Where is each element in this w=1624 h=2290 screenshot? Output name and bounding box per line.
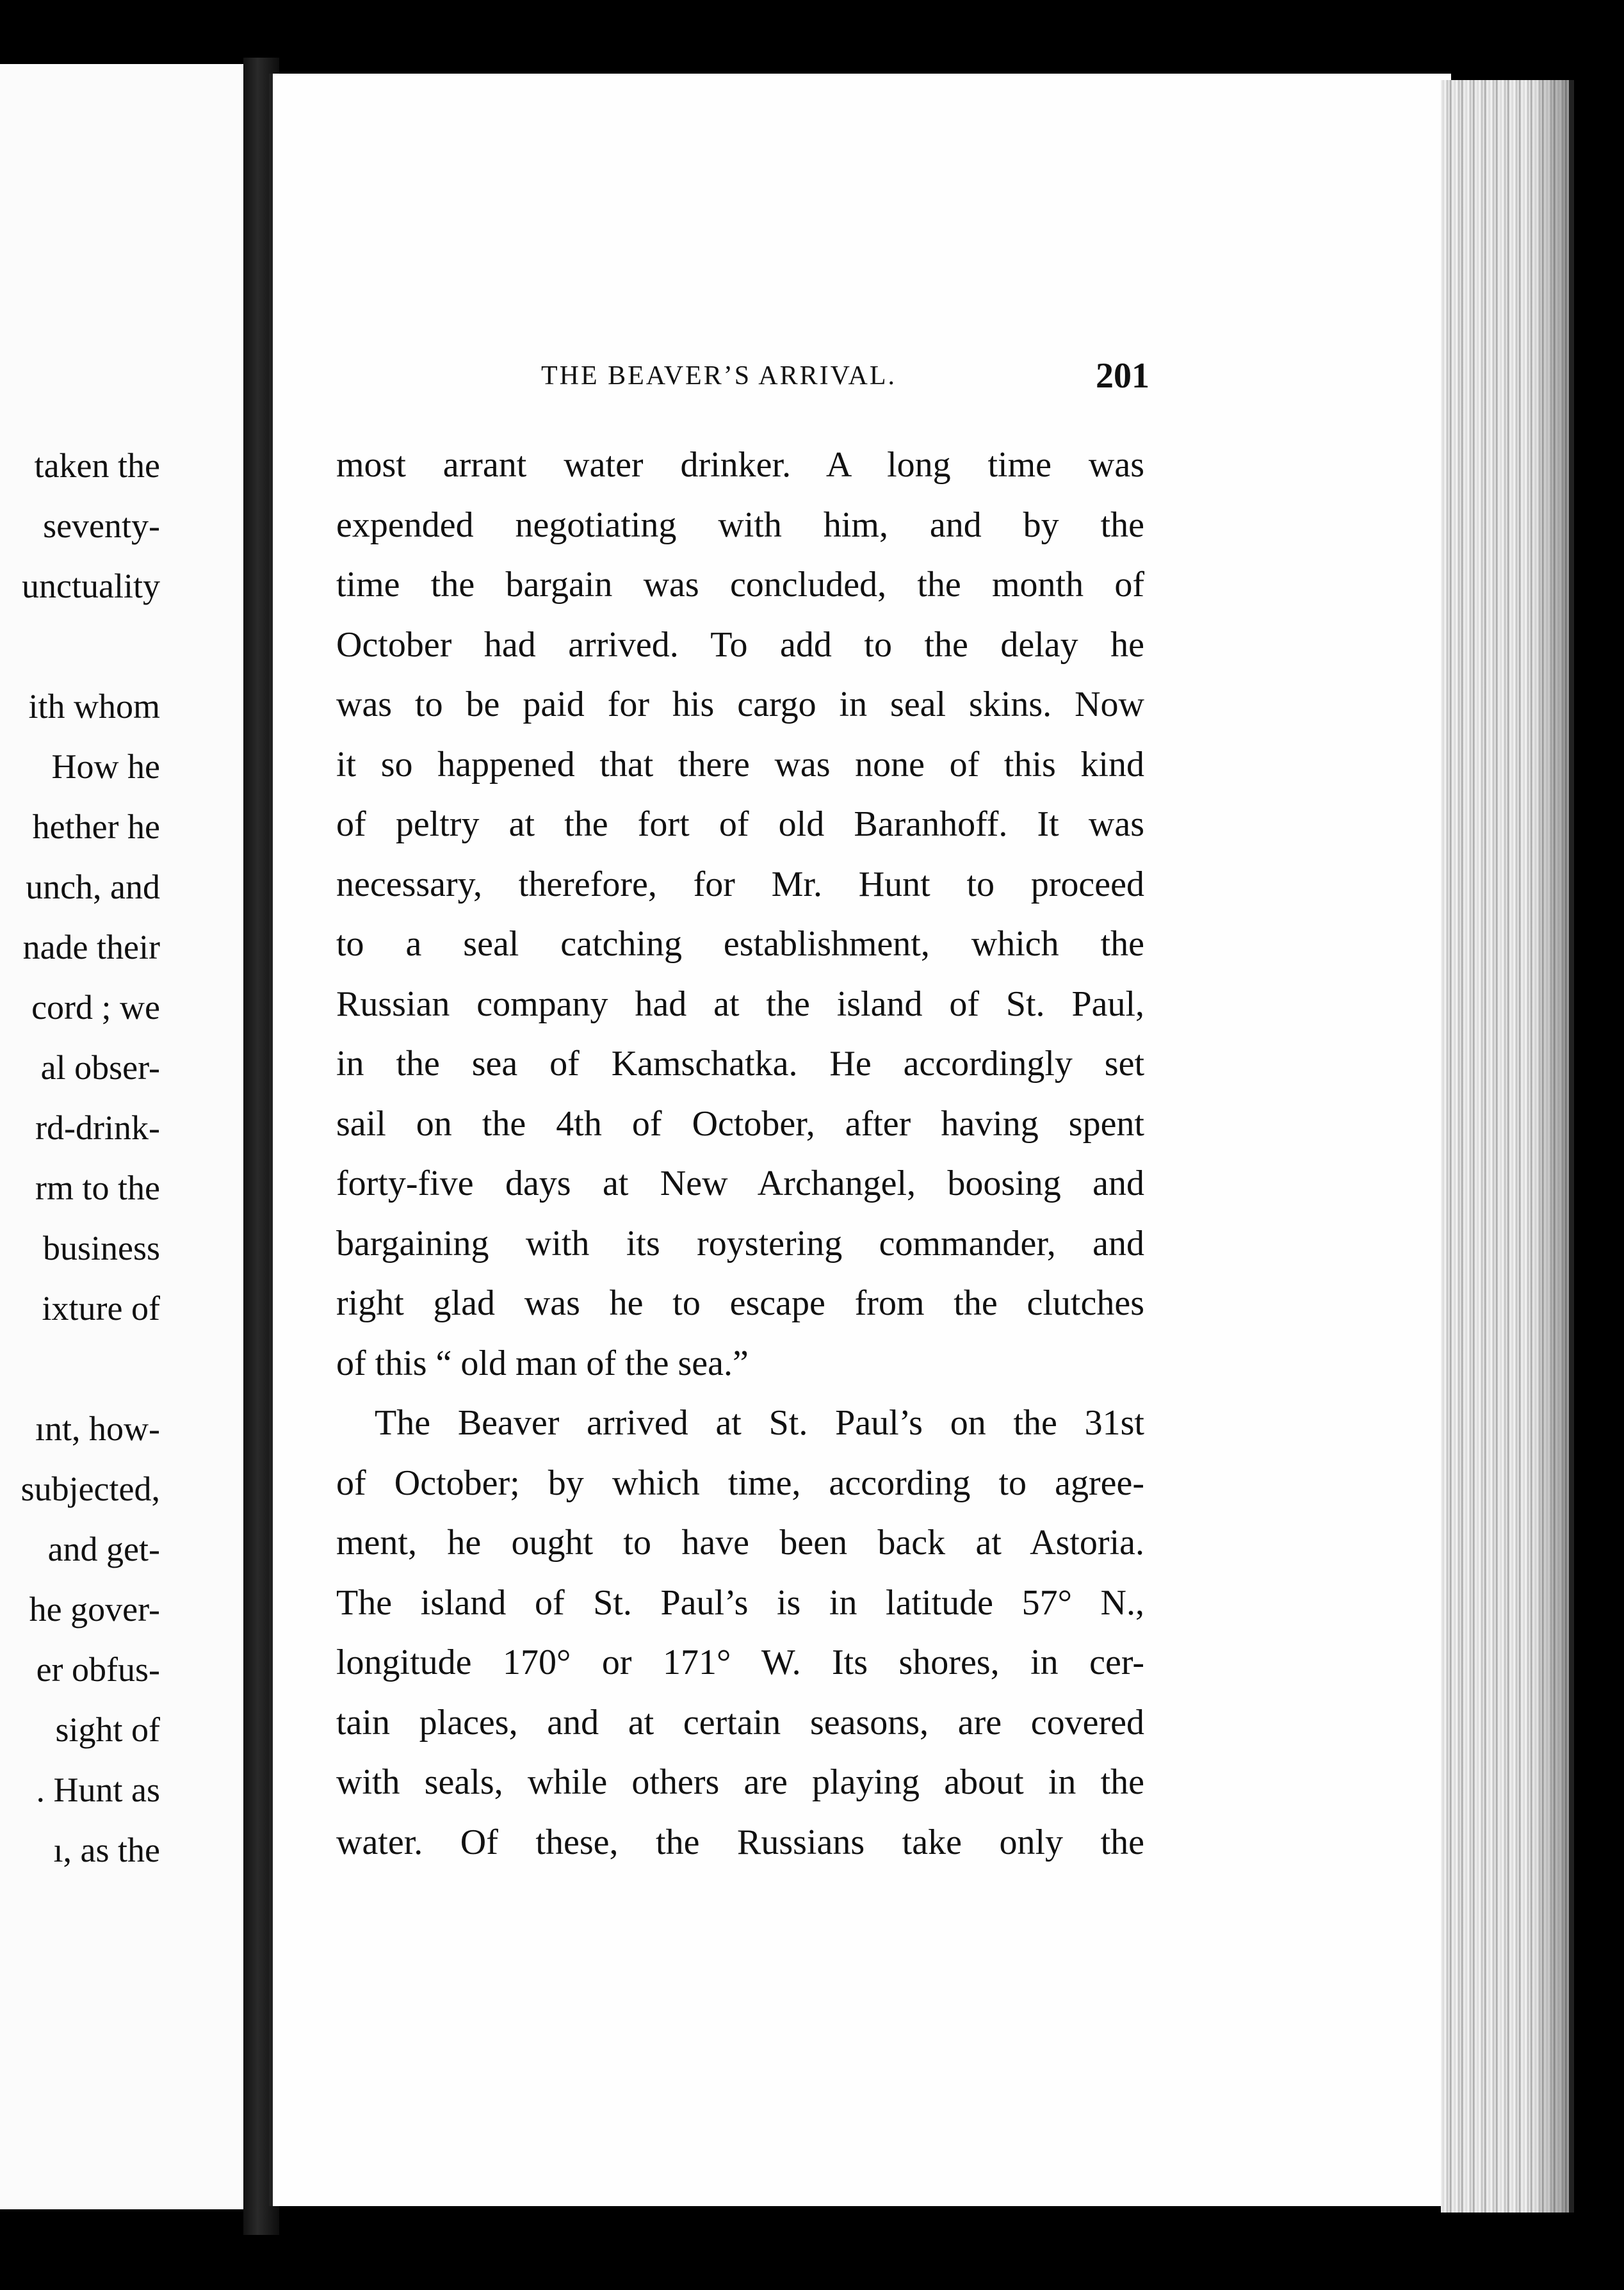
text-line: The Beaver arrived at St. Paul’s on the 31st [375, 1403, 1144, 1443]
left-page-line: and get- [47, 1530, 160, 1568]
text-line: it so happened that there was none of this kind [336, 744, 1144, 784]
text-line: in the sea of Kamschatka. He accordingly set [336, 1044, 1144, 1084]
left-page-line: ith whom [28, 687, 160, 726]
left-page-line: . Hunt as [36, 1771, 160, 1809]
text-line: time the bargain was concluded, the month of [336, 565, 1144, 605]
left-page-line: ı, as the [53, 1831, 160, 1869]
left-page-line: cord ; we [31, 988, 160, 1027]
left-page-line: rd-drink- [35, 1108, 160, 1147]
text-line: right glad was he to escape from the clutches [336, 1283, 1144, 1323]
text-line: tain places, and at certain seasons, are covered [336, 1702, 1144, 1742]
text-line: The island of St. Paul’s is in latitude 57° N., [336, 1582, 1144, 1623]
left-page-line: unch, and [26, 868, 160, 906]
left-page-line: er obfus- [36, 1650, 160, 1689]
text-line: sail on the 4th of October, after having spent [336, 1103, 1144, 1144]
page-number: 201 [1096, 356, 1149, 396]
body-text [336, 435, 1144, 1872]
text-line: most arrant water drinker. A long time was [336, 445, 1144, 485]
left-page [0, 64, 243, 2209]
left-page-line [0, 1338, 160, 1399]
left-page-line: ixture of [42, 1289, 160, 1328]
text-line: with seals, while others are playing about in the [336, 1762, 1144, 1802]
left-page-line [0, 616, 160, 676]
text-line: ment, he ought to have been back at Astoria. [336, 1523, 1144, 1563]
text-line: forty-five days at New Archangel, boosing and [336, 1164, 1144, 1203]
running-head [541, 355, 1149, 400]
text-line: to a seal catching establishment, which the [336, 924, 1144, 964]
left-page-line: ınt, how- [35, 1409, 160, 1448]
left-page-line: subjected, [20, 1470, 160, 1508]
text-line: was to be paid for his cargo in seal skins. Now [336, 685, 1144, 724]
left-page-line: he gover- [29, 1590, 160, 1628]
left-page-text [0, 435, 160, 1880]
text-line: of this “ old man of the sea.” [336, 1343, 749, 1383]
page-edges-shadow [1531, 80, 1569, 2213]
text-line: Russian company had at the island of St. Paul, [336, 984, 1144, 1024]
text-line: bargaining with its roystering commander, and [336, 1223, 1144, 1263]
text-line: expended negotiating with him, and by the [336, 505, 1144, 545]
left-page-line: unctuality [22, 567, 160, 605]
left-page-line: business [42, 1229, 160, 1267]
left-page-line: rm to the [35, 1169, 160, 1207]
text-line: water. Of these, the Russians take only the [336, 1822, 1144, 1862]
running-title: THE BEAVER’S ARRIVAL. [541, 361, 897, 391]
page-edges [1441, 80, 1574, 2213]
left-page-line: seventy- [43, 507, 160, 545]
text-line: October had arrived. To add to the delay he [336, 624, 1144, 665]
left-page-line: al obser- [40, 1048, 160, 1087]
left-page-line: taken the [34, 446, 160, 485]
left-page-line: sight of [55, 1710, 160, 1749]
text-line: longitude 170° or 171° W. Its shores, in cer- [336, 1643, 1144, 1682]
text-line: necessary, therefore, for Mr. Hunt to proceed [336, 864, 1144, 904]
text-line: of peltry at the fort of old Baranhoff. It was [336, 804, 1144, 844]
text-line: of October; by which time, according to agree- [336, 1463, 1144, 1503]
left-page-line: nade their [22, 928, 160, 966]
left-page-line: hether he [32, 808, 160, 846]
left-page-line: How he [51, 747, 160, 786]
